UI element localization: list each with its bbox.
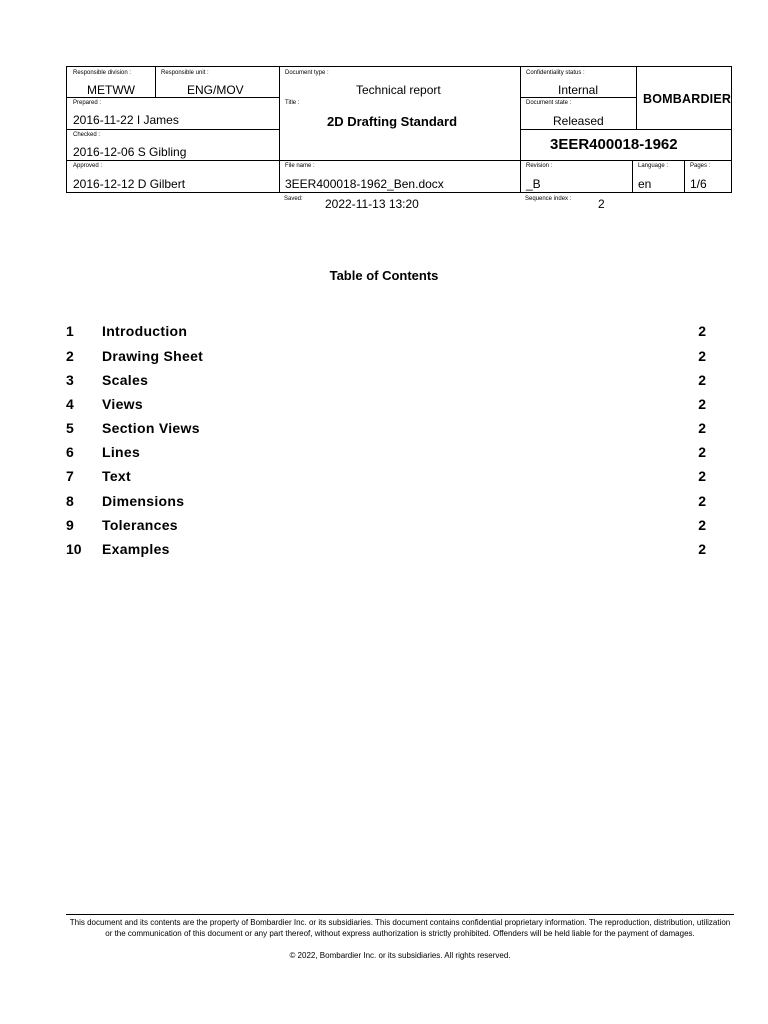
language-label: Language : [638, 163, 669, 169]
saved-label: Saved: [284, 196, 303, 202]
toc-item-number: 7 [66, 468, 74, 484]
prepared-value: 2016-11-22 I James [73, 113, 179, 127]
confidentiality-label: Confidentiality status : [526, 70, 585, 76]
revision-value: _B [526, 177, 541, 191]
file-name-value: 3EER400018-1962_Ben.docx [285, 177, 444, 191]
toc-item-number: 4 [66, 396, 74, 412]
document-state-cell [520, 97, 636, 129]
toc-item-page: 2 [698, 348, 706, 364]
toc-item-page: 2 [698, 517, 706, 533]
responsible-unit-label: Responsible unit : [161, 70, 209, 76]
document-type-value: Technical report [356, 83, 441, 97]
approved-label: Approved : [73, 163, 103, 169]
toc-item-label: Introduction [102, 323, 188, 339]
document-number: 3EER400018-1962 [550, 136, 678, 153]
document-title: 2D Drafting Standard [327, 114, 458, 129]
toc-item-views[interactable] [66, 396, 706, 416]
toc-item-page: 2 [698, 493, 706, 509]
toc-title: Table of Contents [329, 268, 439, 283]
toc-item-page: 2 [698, 323, 706, 339]
toc-item-dimensions[interactable] [66, 493, 706, 513]
prepared-cell [67, 97, 279, 129]
toc-item-label: Drawing Sheet [102, 348, 204, 364]
language-value: en [638, 177, 652, 191]
toc-item-number: 9 [66, 517, 74, 533]
document-state-label: Document state : [526, 100, 572, 106]
document-type-label: Document type : [285, 70, 329, 76]
footer-copyright: © 2022, Bombardier Inc. or its subsidiaries. All rights reserved. [289, 951, 511, 960]
document-type-cell [279, 67, 520, 97]
toc-item-drawing-sheet[interactable] [66, 348, 706, 368]
toc-item-tolerances[interactable] [66, 517, 706, 537]
toc-item-label: Tolerances [102, 517, 178, 533]
file-name-cell [279, 160, 520, 193]
toc-item-label: Views [102, 396, 143, 412]
responsible-division-cell [67, 67, 155, 97]
toc-item-number: 10 [66, 541, 82, 557]
toc-item-number: 8 [66, 493, 74, 509]
toc-item-lines[interactable] [66, 444, 706, 464]
pages-label: Pages : [690, 163, 711, 169]
responsible-division-label: Responsible division : [73, 70, 132, 76]
toc-item-label: Dimensions [102, 493, 185, 509]
confidentiality-value: Internal [558, 83, 599, 97]
checked-cell [67, 129, 279, 160]
document-number-cell [520, 129, 732, 160]
toc-item-section-views[interactable] [66, 420, 706, 440]
saved-value: 2022-11-13 13:20 [325, 197, 419, 211]
toc-item-number: 5 [66, 420, 74, 436]
checked-label: Checked : [73, 132, 101, 138]
revision-cell [520, 160, 632, 193]
title-cell [279, 97, 520, 160]
pages-value: 1/6 [690, 177, 707, 191]
toc-item-label: Lines [102, 444, 141, 460]
toc-item-text[interactable] [66, 468, 706, 488]
toc-item-label: Examples [102, 541, 170, 557]
footer-notice: This document and its contents are the property of Bombardier Inc. or its subsidiaries. This document contains confidential proprietary information. The reproduction, distribution, utilization or the communication of this document or any part thereof, without express authorization is strictly prohibited. Offenders will be held liable for the payment of damages. [69, 918, 731, 938]
pages-cell [684, 160, 732, 193]
toc-item-label: Text [102, 468, 131, 484]
responsible-unit-value: ENG/MOV [187, 83, 244, 97]
file-name-label: File name : [285, 163, 315, 169]
bombardier-logo: BOMBARDIER [643, 92, 732, 106]
toc-item-page: 2 [698, 396, 706, 412]
toc-item-number: 2 [66, 348, 74, 364]
footer-divider [66, 914, 734, 915]
approved-value: 2016-12-12 D Gilbert [73, 177, 186, 191]
toc-item-number: 3 [66, 372, 74, 388]
document-state-value: Released [553, 114, 604, 128]
toc-item-scales[interactable] [66, 372, 706, 392]
toc-item-page: 2 [698, 541, 706, 557]
toc-item-number: 1 [66, 323, 74, 339]
revision-label: Revision : [526, 163, 553, 169]
sequence-index-label: Sequence index : [525, 196, 572, 202]
toc-item-page: 2 [698, 444, 706, 460]
checked-value: 2016-12-06 S Gibling [73, 145, 187, 159]
document-header-table [66, 66, 732, 193]
approved-cell [67, 160, 279, 193]
confidentiality-cell [520, 67, 636, 97]
toc-item-page: 2 [698, 468, 706, 484]
toc-item-introduction[interactable] [66, 323, 706, 343]
toc-item-page: 2 [698, 372, 706, 388]
toc-item-examples[interactable] [66, 541, 706, 561]
prepared-label: Prepared : [73, 100, 102, 106]
toc-item-page: 2 [698, 420, 706, 436]
toc-item-label: Section Views [102, 420, 200, 436]
toc-item-label: Scales [102, 372, 149, 388]
language-cell [632, 160, 684, 193]
sequence-index-value: 2 [598, 197, 605, 211]
responsible-division-value: METWW [87, 83, 135, 97]
title-label: Title : [285, 100, 300, 106]
responsible-unit-cell [155, 67, 279, 97]
logo-cell [636, 67, 732, 129]
toc-item-number: 6 [66, 444, 74, 460]
